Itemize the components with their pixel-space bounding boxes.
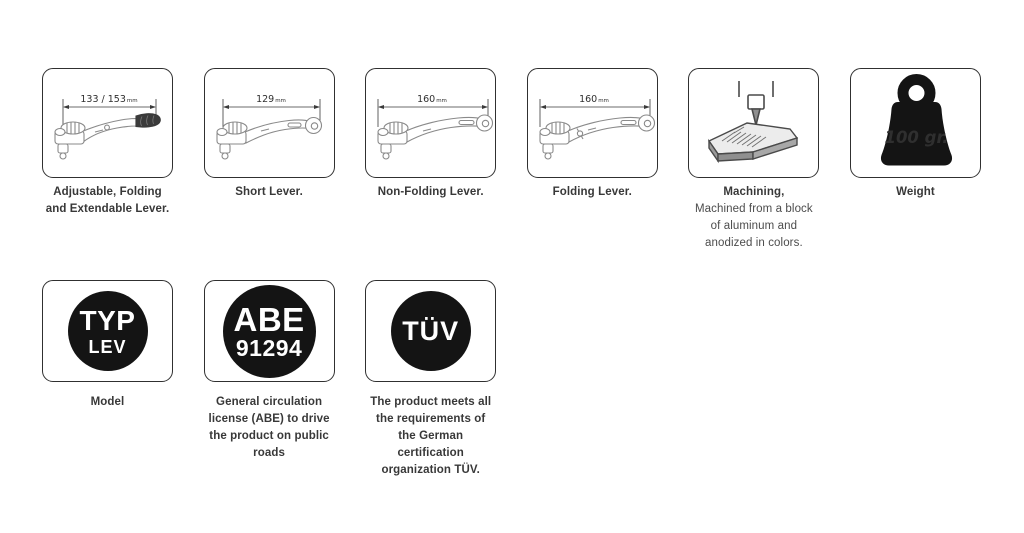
- dimension-label: 129mm: [255, 94, 286, 105]
- caption-title: Machining,: [723, 186, 785, 198]
- feature-folding-lever: [527, 68, 658, 252]
- caption-line: roads: [253, 447, 285, 459]
- card-caption: [187, 184, 351, 201]
- short-lever-card: [204, 68, 335, 178]
- feature-short-lever: [204, 68, 335, 252]
- card-caption: [510, 184, 674, 201]
- caption-line: Adjustable, Folding: [53, 186, 162, 198]
- lever-diagram-non-folding-icon: [366, 69, 496, 178]
- typ-lev-badge: [68, 291, 148, 371]
- caption-line: The product meets all: [370, 396, 492, 408]
- badge-text-primary: ABE: [233, 300, 305, 338]
- adjustable-lever-card: [42, 68, 173, 178]
- dimension-label: 160mm: [578, 94, 609, 105]
- card-caption: [26, 394, 190, 411]
- card-caption: [26, 184, 190, 218]
- caption-line: the German: [398, 430, 464, 442]
- tuv-card: [365, 280, 496, 382]
- caption-line: the requirements of: [376, 413, 486, 425]
- weight-card: [850, 68, 981, 178]
- spindle: [739, 81, 773, 125]
- weight-value-label: 100 gr.: [884, 128, 949, 147]
- feature-row-top: [42, 68, 981, 252]
- feature-machining: [688, 68, 819, 252]
- feature-weight: [850, 68, 981, 252]
- lever-drawing: [217, 118, 322, 160]
- card-caption: [349, 394, 513, 479]
- model-card: [42, 280, 173, 382]
- lever-drawing: [55, 114, 160, 159]
- folding-lever-card: [527, 68, 658, 178]
- caption-line: and Extendable Lever.: [45, 203, 170, 215]
- abe-card: [204, 280, 335, 382]
- caption-line: of aluminum and: [710, 220, 798, 232]
- lever-diagram-adjustable-icon: [43, 69, 173, 178]
- badge-text-secondary: LEV: [88, 336, 127, 357]
- caption-line: General circulation: [216, 396, 323, 408]
- feature-abe-license: [204, 280, 335, 479]
- feature-non-folding-lever: [365, 68, 496, 252]
- caption-line: license (ABE) to drive: [208, 413, 330, 425]
- card-caption: [349, 184, 513, 201]
- lever-diagram-short-icon: [205, 69, 335, 178]
- card-caption: [672, 184, 836, 252]
- badge-text-primary: TYP: [79, 304, 136, 336]
- caption-line: certification: [397, 447, 464, 459]
- weight-icon: [851, 69, 981, 178]
- lever-drawing: [378, 115, 493, 159]
- card-caption: [833, 184, 997, 201]
- badge-text-secondary: 91294: [235, 334, 303, 361]
- tuv-badge: [391, 291, 471, 371]
- caption-line: the product on public: [209, 430, 329, 442]
- feature-adjustable-lever: [42, 68, 173, 252]
- feature-row-bottom: [42, 280, 496, 479]
- card-caption: [187, 394, 351, 462]
- lever-diagram-folding-icon: [528, 69, 658, 178]
- cnc-machining-icon: [689, 69, 819, 178]
- caption-line: Non-Folding Lever.: [377, 186, 484, 198]
- caption-line: Machined from a block: [694, 203, 813, 215]
- non-folding-lever-card: [365, 68, 496, 178]
- caption-line: Folding Lever.: [552, 186, 632, 198]
- abe-badge: [223, 285, 316, 378]
- caption-line: Weight: [896, 186, 935, 198]
- machining-card: [688, 68, 819, 178]
- dimension-label: 160mm: [417, 94, 448, 105]
- badge-text-primary: TÜV: [402, 315, 460, 346]
- feature-model: [42, 280, 173, 479]
- feature-tuv-certification: [365, 280, 496, 479]
- caption-line: Short Lever.: [235, 186, 303, 198]
- caption-line: Model: [90, 396, 125, 408]
- dimension-label: 133 / 153mm: [80, 94, 138, 105]
- caption-line: anodized in colors.: [704, 237, 803, 249]
- lever-drawing: [540, 115, 655, 159]
- caption-line: organization TÜV.: [381, 464, 480, 476]
